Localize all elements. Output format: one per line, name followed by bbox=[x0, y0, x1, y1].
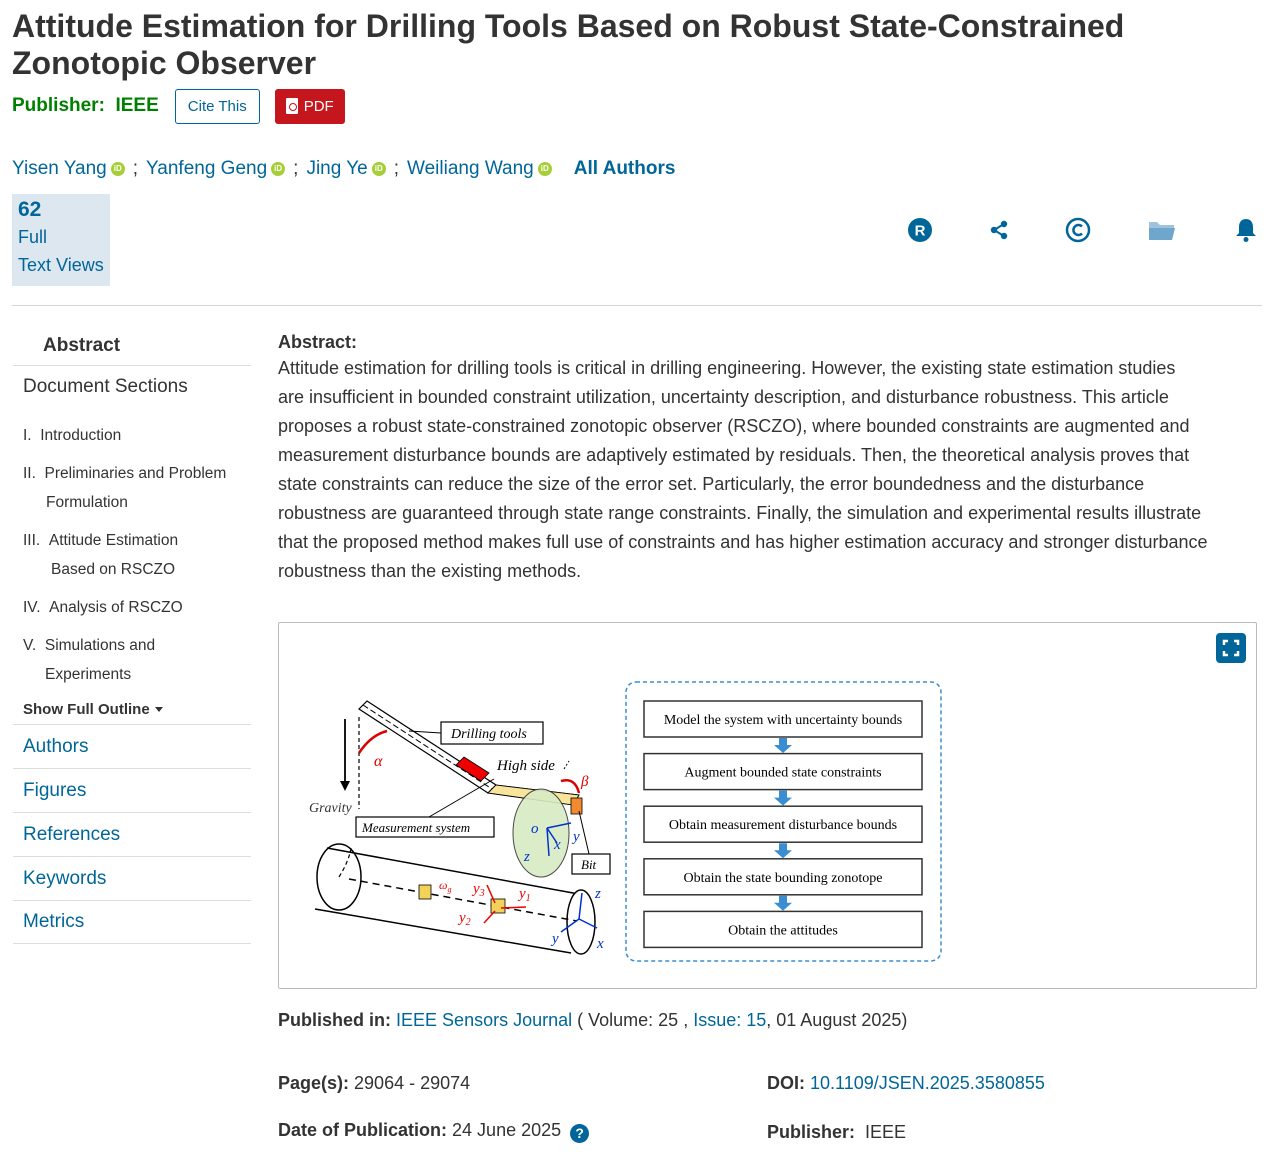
flowchart bbox=[644, 701, 922, 947]
orcid-icon[interactable]: iD bbox=[372, 162, 386, 176]
sidebar-section-introduction[interactable]: I. Introduction bbox=[23, 427, 122, 444]
views-count: 62 bbox=[18, 198, 42, 221]
date-of-publication-row: Date of Publication: 24 June 2025 ? bbox=[278, 1120, 589, 1143]
author-link[interactable]: Jing Ye bbox=[306, 158, 368, 179]
all-authors-link[interactable]: All Authors bbox=[573, 158, 676, 179]
folder-icon[interactable] bbox=[1148, 216, 1176, 244]
alpha-arc bbox=[359, 731, 387, 753]
pdf-icon bbox=[286, 98, 298, 114]
flow-arrow-icon bbox=[774, 843, 792, 858]
orcid-icon[interactable]: iD bbox=[271, 162, 285, 176]
gravity-label: Gravity bbox=[309, 801, 352, 816]
bit-label: Bit bbox=[581, 857, 597, 872]
sensor-box-1 bbox=[419, 885, 431, 899]
bore-x-label: x bbox=[597, 936, 604, 952]
y2-label: $y_2$ bbox=[459, 910, 471, 928]
flow-step-label: Augment bounded state constraints bbox=[684, 765, 882, 781]
pdf-button[interactable] bbox=[275, 89, 345, 124]
issue-link[interactable]: Issue: 15 bbox=[693, 1010, 767, 1030]
disk-z-label: z bbox=[524, 849, 530, 865]
flow-step-label: Obtain the attitudes bbox=[728, 923, 838, 939]
sidebar-section-analysis[interactable]: IV. Analysis of RSCZO bbox=[23, 599, 183, 616]
sidebar-section-preliminaries[interactable]: II. Preliminaries and Problem Formulation bbox=[23, 465, 227, 511]
pages-row: Page(s): 29064 - 29074 bbox=[278, 1073, 471, 1093]
views-label-line2: Text Views bbox=[18, 255, 104, 275]
journal-link[interactable]: IEEE Sensors Journal bbox=[396, 1010, 573, 1030]
disk-x-label: x bbox=[554, 837, 561, 853]
author-list bbox=[12, 155, 675, 183]
publication-date: 24 June 2025 bbox=[452, 1120, 562, 1140]
flow-step-label: Obtain measurement disturbance bounds bbox=[668, 818, 898, 834]
cite-this-button[interactable]: Cite This bbox=[175, 89, 260, 124]
author-link[interactable]: Yanfeng Geng bbox=[146, 158, 268, 179]
bore-y-label: y bbox=[552, 931, 559, 947]
abstract-heading: Abstract: bbox=[278, 332, 358, 352]
article-toolbar bbox=[0, 216, 1269, 246]
sidebar-section-simulations[interactable]: V. Simulations and Experiments bbox=[23, 637, 156, 683]
doi-row: DOI: 10.1109/JSEN.2025.3580855 bbox=[767, 1073, 1045, 1093]
author-link[interactable]: Yisen Yang bbox=[12, 158, 107, 179]
document-sidebar bbox=[13, 326, 251, 944]
abstract-section bbox=[278, 330, 1258, 586]
published-in-row: Published in: IEEE Sensors Journal ( Volume: 25 , Issue: 15, 01 August 2025) bbox=[278, 1010, 908, 1030]
measurement-system-label: Measurement system bbox=[362, 820, 471, 835]
flow-step-label: Obtain the state bounding zonotope bbox=[683, 870, 883, 886]
sensor-box-2 bbox=[491, 899, 505, 913]
high-side-label: High side bbox=[497, 758, 555, 774]
cross-section-disk bbox=[513, 789, 569, 877]
page-title: Attitude Estimation for Drilling Tools Based on Robust State-Constrained Zonotopic Observer bbox=[12, 8, 1125, 81]
author-separator: ; bbox=[293, 158, 299, 179]
flow-arrow-icon bbox=[774, 738, 792, 753]
abstract-text: Attitude estimation for drilling tools is critical in drilling engineering. However, the existing state estimation studies are insufficient in bounded constraint utilization, uncertainty description, and disturbance robustness. This article proposes a robust state-constrained zonotopic observer (RSCZO), where bounded constraints are augmented and measurement disturbance bounds are adaptively estimated by residuals. Then, the theoretical analysis proves that state constraints can reduce the size of the error set. Particularly, the error boundedness and the disturbance robustness are guaranteed through state range constraints. Finally, the simulation and experimental results illustrate that the proposed method makes full use of constraints and has higher estimation accuracy and stronger disturbance robustness than the existing methods. bbox=[278, 358, 1208, 581]
drilling-tools-label: Drilling tools bbox=[451, 727, 527, 742]
publisher-row bbox=[12, 88, 345, 124]
publisher-label: Publisher: IEEE bbox=[12, 95, 159, 116]
svg-text:R: R bbox=[914, 222, 926, 240]
sidebar-item-keywords[interactable]: Keywords bbox=[13, 856, 251, 900]
alpha-symbol: α bbox=[374, 753, 383, 770]
sidebar-item-authors[interactable]: Authors bbox=[13, 724, 251, 768]
document-sections-heading: Document Sections bbox=[23, 376, 188, 397]
author-separator: ; bbox=[132, 158, 139, 179]
sidebar-item-figures[interactable]: Figures bbox=[13, 768, 251, 812]
flow-step-label: Model the system with uncertainty bounds bbox=[663, 713, 903, 728]
pages-value: 29064 - 29074 bbox=[354, 1073, 471, 1093]
y3-label: $y_3$ bbox=[473, 881, 485, 899]
sidebar-item-abstract[interactable]: Abstract bbox=[13, 326, 251, 366]
rights-icon[interactable] bbox=[906, 216, 934, 244]
orcid-icon[interactable]: iD bbox=[538, 162, 552, 176]
doi-link[interactable]: 10.1109/JSEN.2025.3580855 bbox=[810, 1073, 1045, 1093]
y1-label: $y_1$ bbox=[519, 886, 531, 904]
figure-diagram bbox=[279, 623, 1258, 990]
flow-arrow-icon bbox=[774, 791, 792, 806]
views-label-line1: Full bbox=[18, 227, 48, 247]
omega-g-label: $\omega_g$ bbox=[439, 878, 452, 894]
pdf-button-label: PDF bbox=[303, 97, 334, 115]
sidebar-item-references[interactable]: References bbox=[13, 812, 251, 856]
drill-bit bbox=[571, 798, 582, 814]
author-separator: ; bbox=[393, 158, 400, 179]
section-list bbox=[13, 421, 251, 689]
graphical-abstract-figure[interactable] bbox=[278, 622, 1257, 989]
help-icon[interactable]: ? bbox=[570, 1124, 589, 1143]
bore-z-label: z bbox=[595, 886, 601, 902]
show-full-outline-button[interactable]: Show Full Outline bbox=[13, 694, 251, 724]
origin-o-label: o bbox=[531, 821, 539, 837]
copyright-icon[interactable] bbox=[1064, 216, 1092, 244]
orcid-icon[interactable]: iD bbox=[111, 162, 125, 176]
bell-icon[interactable] bbox=[1232, 216, 1260, 244]
beta-symbol: β bbox=[581, 774, 589, 790]
caret-down-icon bbox=[155, 707, 163, 712]
publisher-value: IEEE bbox=[865, 1122, 907, 1142]
flow-arrow-icon bbox=[774, 896, 792, 911]
share-icon[interactable] bbox=[985, 216, 1013, 244]
disk-y-label: y bbox=[573, 829, 580, 845]
author-link[interactable]: Weiliang Wang bbox=[407, 158, 534, 179]
sidebar-section-attitude-estimation[interactable]: III. Attitude Estimation Based on RSCZO bbox=[23, 532, 179, 578]
sidebar-item-metrics[interactable]: Metrics bbox=[13, 900, 251, 944]
header-divider bbox=[12, 305, 1262, 306]
publisher-row-bottom: Publisher: IEEE bbox=[767, 1122, 907, 1142]
